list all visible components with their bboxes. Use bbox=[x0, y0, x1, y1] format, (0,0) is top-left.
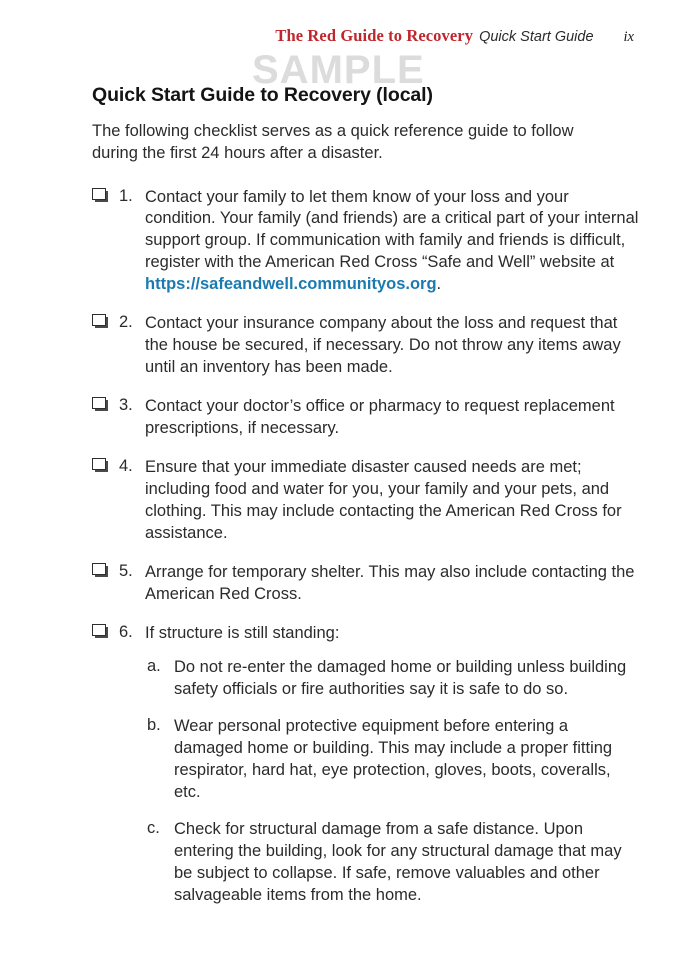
list-item bbox=[92, 457, 640, 545]
sublist-item-letter: b. bbox=[147, 716, 161, 735]
sublist-item bbox=[147, 819, 640, 907]
checkbox-icon[interactable] bbox=[92, 458, 106, 470]
checkbox-icon[interactable] bbox=[92, 563, 106, 575]
checklist bbox=[92, 187, 640, 907]
list-item-text-part: Contact your family to let them know of your loss and your condition. Your family (and friends) are a critical part of your internal support group. If communication with family and friends is difficult, register with the American Red Cross “Safe and Well” website at bbox=[145, 187, 639, 272]
page-title: Quick Start Guide to Recovery (local) bbox=[92, 84, 433, 106]
sublist-item-text: Do not re-enter the damaged home or building unless building safety officials or fire authorities say it is safe to do so. bbox=[174, 658, 627, 699]
list-item-text bbox=[145, 187, 640, 297]
sublist bbox=[147, 657, 640, 906]
sublist-item-text: Wear personal protective equipment before entering a damaged home or building. This may include a proper fitting respirator, hard hat, eye protection, gloves, boots, coveralls, etc. bbox=[174, 717, 613, 802]
list-item-number: 1. bbox=[119, 186, 133, 205]
checkbox-icon[interactable] bbox=[92, 314, 106, 326]
checkbox-icon[interactable] bbox=[92, 397, 106, 409]
list-item-number: 6. bbox=[119, 622, 133, 641]
page-content bbox=[92, 84, 640, 924]
page-number: ix bbox=[623, 29, 634, 45]
list-item-number: 4. bbox=[119, 456, 133, 475]
sublist-item-letter: c. bbox=[147, 819, 160, 838]
sublist-item-letter: a. bbox=[147, 657, 161, 676]
checkbox-icon[interactable] bbox=[92, 188, 106, 200]
list-item-number: 3. bbox=[119, 396, 133, 415]
sublist-item bbox=[147, 716, 640, 804]
list-item bbox=[92, 396, 640, 440]
list-item bbox=[92, 187, 640, 297]
list-item bbox=[92, 562, 640, 606]
list-item-text: If structure is still standing: bbox=[145, 623, 340, 642]
safe-and-well-link[interactable]: https://safeandwell.communityos.org bbox=[145, 275, 437, 294]
list-item-text: Arrange for temporary shelter. This may also include contacting the American Red Cross. bbox=[145, 562, 635, 603]
list-item bbox=[92, 623, 640, 907]
sublist-item-text: Check for structural damage from a safe distance. Upon entering the building, look for any structural damage that may be subject to collapse. If safe, remove valuables and other salvageable items from the home. bbox=[174, 820, 622, 904]
list-item-text: Ensure that your immediate disaster caused needs are met; including food and water for you, your family and your pets, and clothing. This may include contacting the American Red Cross for assistance. bbox=[145, 457, 622, 542]
header-brand-title: The Red Guide to Recovery bbox=[275, 26, 474, 45]
sample-watermark: SAMPLE bbox=[252, 48, 425, 92]
intro-paragraph: The following checklist serves as a quick reference guide to follow during the first 24 hours after a disaster. bbox=[92, 122, 574, 162]
list-item-number: 5. bbox=[119, 561, 133, 580]
running-header bbox=[60, 26, 634, 46]
sublist-item bbox=[147, 657, 640, 701]
list-item-text: Contact your doctor’s office or pharmacy to request replacement prescriptions, if necessary. bbox=[145, 397, 615, 437]
header-section-title: Quick Start Guide bbox=[479, 29, 594, 45]
checkbox-icon[interactable] bbox=[92, 624, 106, 636]
list-item-text: Contact your insurance company about the loss and request that the house be secured, if necessary. Do not throw any items away until an inventory has been made. bbox=[145, 314, 621, 377]
list-item-text-tail: . bbox=[436, 275, 442, 294]
list-item-number: 2. bbox=[119, 313, 133, 332]
sublist-wrapper bbox=[145, 657, 640, 906]
list-item bbox=[92, 313, 640, 379]
